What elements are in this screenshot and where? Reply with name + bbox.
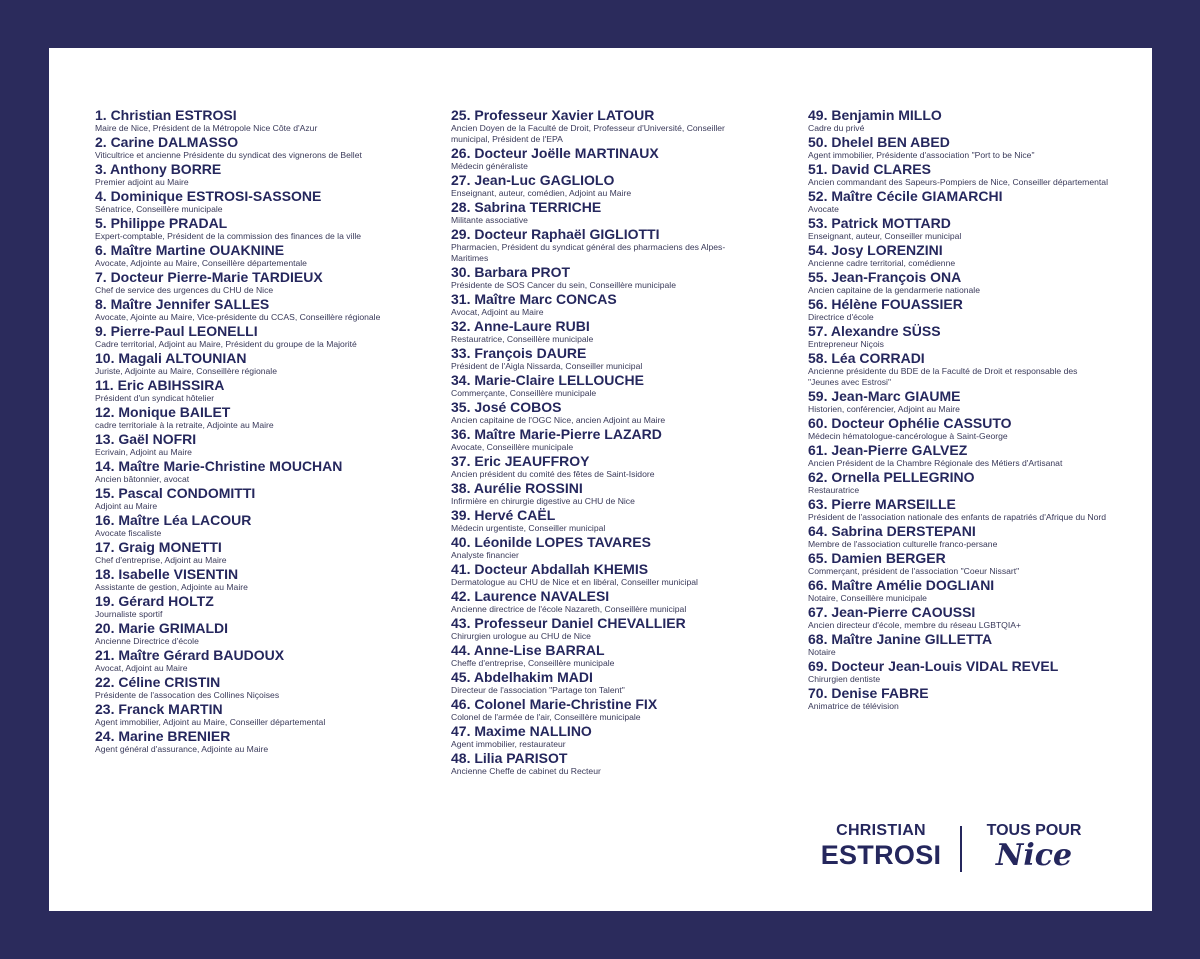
candidate-entry: [808, 577, 1108, 604]
candidate-entry: [95, 404, 395, 431]
candidate-description: Ancien capitaine de la gendarmerie nationale: [808, 285, 980, 295]
candidate-description: Ancien Doyen de la Faculté de Droit, Professeur d'Université, Conseiller municipal, Président de l'EPA: [451, 123, 725, 144]
candidate-name: 66. Maître Amélie DOGLIANI: [808, 577, 995, 593]
candidate-name: 4. Dominique ESTROSI-SASSONE: [95, 188, 322, 204]
candidate-entry: [808, 296, 1108, 323]
candidate-description: cadre territoriale à la retraite, Adjointe au Maire: [95, 420, 274, 430]
candidate-description: Journaliste sportif: [95, 609, 163, 619]
candidate-name: 6. Maître Martine OUAKNINE: [95, 242, 285, 258]
candidate-name: 68. Maître Janine GILLETTA: [808, 631, 993, 647]
candidate-name: 26. Docteur Joëlle MARTINAUX: [451, 145, 659, 161]
candidate-description: Présidente de l'assocation des Collines Niçoises: [95, 690, 280, 700]
candidate-name: 11. Eric ABIHSSIRA: [95, 377, 225, 393]
logo-slogan-top: TOUS POUR: [986, 822, 1082, 839]
candidate-description: Agent immobilier, restaurateur: [451, 739, 566, 749]
candidate-description: Médecin généraliste: [451, 161, 528, 171]
candidate-description: Président d'un syndicat hôtelier: [95, 393, 215, 403]
candidate-name: 5. Philippe PRADAL: [95, 215, 228, 231]
candidate-name: 56. Hélène FOUASSIER: [808, 296, 963, 312]
candidate-name: 70. Denise FABRE: [808, 685, 929, 701]
candidate-name: 44. Anne-Lise BARRAL: [451, 642, 605, 658]
candidate-entry: [451, 480, 751, 507]
candidate-description: Avocate fiscaliste: [95, 528, 162, 538]
logo-candidate-name: [816, 822, 946, 870]
candidate-entry: [808, 523, 1108, 550]
candidate-entry: [95, 647, 395, 674]
campaign-logo: [816, 822, 1096, 882]
candidate-description: Ancien bâtonnier, avocat: [95, 474, 190, 484]
candidate-description: Infirmière en chirurgie digestive au CHU de Nice: [451, 496, 635, 506]
candidate-name: 62. Ornella PELLEGRINO: [808, 469, 975, 485]
candidate-name: 25. Professeur Xavier LATOUR: [451, 107, 655, 123]
candidate-name: 19. Gérard HOLTZ: [95, 593, 214, 609]
candidate-name: 59. Jean-Marc GIAUME: [808, 388, 961, 404]
candidate-entry: [808, 350, 1108, 388]
candidate-description: Agent immobilier, Adjoint au Maire, Conseiller départemental: [95, 717, 326, 727]
candidate-description: Juriste, Adjointe au Maire, Conseillère régionale: [95, 366, 277, 376]
candidate-entry: [95, 566, 395, 593]
candidate-name: 30. Barbara PROT: [451, 264, 571, 280]
candidate-entry: [451, 345, 751, 372]
candidate-name: 23. Franck MARTIN: [95, 701, 223, 717]
logo-last-name: ESTROSI: [820, 840, 942, 870]
candidate-name: 18. Isabelle VISENTIN: [95, 566, 239, 582]
candidate-name: 17. Graig MONETTI: [95, 539, 222, 555]
candidate-entry: [95, 593, 395, 620]
candidate-name: 1. Christian ESTROSI: [95, 107, 237, 123]
candidate-name: 48. Lilia PARISOT: [451, 750, 568, 766]
candidate-entry: [451, 318, 751, 345]
candidate-description: Enseignant, auteur, Conseiller municipal: [808, 231, 962, 241]
candidate-description: Avocate, Adjointe au Maire, Conseillère départementale: [95, 258, 307, 268]
candidate-entry: [451, 588, 751, 615]
candidate-description: Avocate, Conseillère municipale: [451, 442, 574, 452]
candidate-description: Ancien commandant des Sapeurs-Pompiers de Nice, Conseiller départemental: [808, 177, 1108, 187]
candidate-name: 50. Dhelel BEN ABED: [808, 134, 950, 150]
candidate-description: Avocate, Ajointe au Maire, Vice-présidente du CCAS, Conseillère régionale: [95, 312, 381, 322]
candidate-description: Cadre territorial, Adjoint au Maire, Président du groupe de la Majorité: [95, 339, 357, 349]
candidate-name: 21. Maître Gérard BAUDOUX: [95, 647, 285, 663]
candidate-description: Assistante de gestion, Adjointe au Maire: [95, 582, 248, 592]
candidate-entry: [808, 658, 1108, 685]
candidate-entry: [808, 323, 1108, 350]
candidate-description: Chef de service des urgences du CHU de Nice: [95, 285, 274, 295]
candidate-name: 22. Céline CRISTIN: [95, 674, 221, 690]
candidate-description: Enseignant, auteur, comédien, Adjoint au Maire: [451, 188, 632, 198]
candidate-description: Pharmacien, Président du syndicat général des pharmaciens des Alpes-Maritimes: [451, 242, 726, 263]
candidate-description: Ancien capitaine de l'OGC Nice, ancien Adjoint au Maire: [451, 415, 666, 425]
candidate-name: 38. Aurélie ROSSINI: [451, 480, 583, 496]
candidate-name: 20. Marie GRIMALDI: [95, 620, 229, 636]
candidate-name: 32. Anne-Laure RUBI: [451, 318, 590, 334]
candidate-name: 40. Léonilde LOPES TAVARES: [451, 534, 651, 550]
candidate-entry: [451, 669, 751, 696]
candidate-name: 28. Sabrina TERRICHE: [451, 199, 602, 215]
candidate-entry: [451, 426, 751, 453]
candidate-description: Ancienne Cheffe de cabinet du Recteur: [451, 766, 601, 776]
candidate-description: Dermatologue au CHU de Nice et en libéral, Conseiller municipal: [451, 577, 698, 587]
candidate-entry: [95, 431, 395, 458]
candidate-entry: [808, 469, 1108, 496]
candidate-name: 57. Alexandre SÜSS: [808, 323, 941, 339]
candidate-description: Médecin urgentiste, Conseiller municipal: [451, 523, 606, 533]
candidate-name: 13. Gaël NOFRI: [95, 431, 197, 447]
candidate-entry: [451, 399, 751, 426]
candidate-name: 33. François DAURE: [451, 345, 587, 361]
candidate-description: Président de l'Aigla Nissarda, Conseiller municipal: [451, 361, 643, 371]
candidate-description: Colonel de l'armée de l'air, Conseillère municipale: [451, 712, 641, 722]
candidate-name: 3. Anthony BORRE: [95, 161, 222, 177]
candidate-name: 49. Benjamin MILLO: [808, 107, 942, 123]
candidate-entry: [95, 107, 395, 134]
candidate-name: 29. Docteur Raphaël GIGLIOTTI: [451, 226, 660, 242]
candidate-description: Restauratrice: [808, 485, 860, 495]
candidate-name: 10. Magali ALTOUNIAN: [95, 350, 247, 366]
candidate-name: 67. Jean-Pierre CAOUSSI: [808, 604, 976, 620]
candidate-description: Présidente de SOS Cancer du sein, Conseillère municipale: [451, 280, 676, 290]
candidate-description: Notaire, Conseillère municipale: [808, 593, 927, 603]
candidate-name: 2. Carine DALMASSO: [95, 134, 239, 150]
candidate-description: Directrice d'école: [808, 312, 874, 322]
candidate-entry: [808, 550, 1108, 577]
candidate-description: Cheffe d'entreprise, Conseillère municipale: [451, 658, 615, 668]
candidate-entry: [451, 291, 751, 318]
candidate-entry: [808, 215, 1108, 242]
candidate-description: Restauratrice, Conseillère municipale: [451, 334, 594, 344]
candidate-description: Chirurgien dentiste: [808, 674, 881, 684]
candidate-entry: [95, 350, 395, 377]
candidate-entry: [95, 242, 395, 269]
candidate-entry: [95, 161, 395, 188]
candidate-entry: [451, 453, 751, 480]
candidate-entry: [95, 512, 395, 539]
candidate-entry: [451, 507, 751, 534]
candidate-name: 58. Léa CORRADI: [808, 350, 925, 366]
candidate-description: Chirurgien urologue au CHU de Nice: [451, 631, 591, 641]
candidate-description: Agent immobilier, Présidente d'association "Port to be Nice": [808, 150, 1035, 160]
candidate-description: Ancienne présidente du BDE de la Faculté de Droit et responsable des "Jeunes avec Estrosi": [808, 366, 1078, 387]
candidate-entry: [451, 615, 751, 642]
candidate-entry: [808, 685, 1108, 712]
candidate-entry: [95, 323, 395, 350]
column-2: [451, 107, 751, 777]
candidate-entry: [451, 561, 751, 588]
candidate-description: Ancienne cadre territorial, comédienne: [808, 258, 956, 268]
candidate-name: 34. Marie-Claire LELLOUCHE: [451, 372, 644, 388]
candidate-name: 16. Maître Léa LACOUR: [95, 512, 252, 528]
candidate-name: 43. Professeur Daniel CHEVALLIER: [451, 615, 686, 631]
candidate-name: 7. Docteur Pierre-Marie TARDIEUX: [95, 269, 323, 285]
candidate-description: Directeur de l'association "Partage ton Talent": [451, 685, 625, 695]
candidate-description: Militante associative: [451, 215, 528, 225]
candidate-entry: [808, 415, 1108, 442]
candidate-entry: [95, 458, 395, 485]
candidate-entry: [808, 496, 1108, 523]
candidate-description: Notaire: [808, 647, 836, 657]
logo-slogan-nice: Nice: [995, 838, 1073, 873]
candidate-description: Sénatrice, Conseillère municipale: [95, 204, 223, 214]
candidate-description: Premier adjoint au Maire: [95, 177, 189, 187]
candidate-entry: [451, 534, 751, 561]
candidate-description: Ancien directeur d'école, membre du réseau LGBTQIA+: [808, 620, 1022, 630]
candidate-description: Ecrivain, Adjoint au Maire: [95, 447, 192, 457]
candidate-name: 42. Laurence NAVALESI: [451, 588, 610, 604]
candidate-description: Avocat, Adjoint au Maire: [95, 663, 188, 673]
candidate-entry: [808, 269, 1108, 296]
column-3: [808, 107, 1108, 712]
candidate-entry: [451, 372, 751, 399]
candidate-entry: [808, 161, 1108, 188]
candidate-description: Expert-comptable, Président de la commission des finances de la ville: [95, 231, 362, 241]
candidate-name: 54. Josy LORENZINI: [808, 242, 943, 258]
candidate-entry: [808, 631, 1108, 658]
candidate-description: Historien, conférencier, Adjoint au Maire: [808, 404, 960, 414]
candidate-name: 31. Maître Marc CONCAS: [451, 291, 617, 307]
candidate-description: Commerçant, président de l'association "Coeur Nissart": [808, 566, 1020, 576]
candidate-name: 63. Pierre MARSEILLE: [808, 496, 956, 512]
candidate-name: 36. Maître Marie-Pierre LAZARD: [451, 426, 662, 442]
candidate-description: Ancien président du comité des fêtes de Saint-Isidore: [451, 469, 655, 479]
candidate-description: Maire de Nice, Président de la Métropole Nice Côte d'Azur: [95, 123, 318, 133]
candidate-description: Avocat, Adjoint au Maire: [451, 307, 544, 317]
candidate-entry: [95, 674, 395, 701]
candidate-description: Adjoint au Maire: [95, 501, 158, 511]
candidate-entry: [451, 750, 751, 777]
candidate-list-sheet: [49, 48, 1152, 911]
candidate-entry: [808, 242, 1108, 269]
candidate-entry: [95, 269, 395, 296]
candidate-description: Animatrice de télévision: [808, 701, 899, 711]
candidate-description: Médecin hématologue-cancérologue à Saint-George: [808, 431, 1008, 441]
candidate-name: 37. Eric JEAUFFROY: [451, 453, 590, 469]
candidate-entry: [95, 620, 395, 647]
candidate-name: 61. Jean-Pierre GALVEZ: [808, 442, 968, 458]
candidate-description: Agent général d'assurance, Adjointe au Maire: [95, 744, 269, 754]
candidate-description: Avocate: [808, 204, 839, 214]
candidate-entry: [808, 442, 1108, 469]
candidate-entry: [451, 642, 751, 669]
candidate-name: 55. Jean-François ONA: [808, 269, 962, 285]
candidate-entry: [808, 388, 1108, 415]
candidate-entry: [808, 604, 1108, 631]
candidate-description: Viticultrice et ancienne Présidente du syndicat des vignerons de Bellet: [95, 150, 362, 160]
candidate-description: Chef d'entreprise, Adjoint au Maire: [95, 555, 227, 565]
candidate-name: 24. Marine BRENIER: [95, 728, 231, 744]
candidate-description: Commerçante, Conseillère municipale: [451, 388, 597, 398]
candidate-name: 41. Docteur Abdallah KHEMIS: [451, 561, 649, 577]
candidate-description: Cadre du privé: [808, 123, 865, 133]
candidate-entry: [95, 485, 395, 512]
candidate-entry: [451, 145, 751, 172]
candidate-name: 35. José COBOS: [451, 399, 562, 415]
candidate-name: 15. Pascal CONDOMITTI: [95, 485, 256, 501]
candidate-name: 45. Abdelhakim MADI: [451, 669, 593, 685]
candidate-entry: [95, 188, 395, 215]
candidate-entry: [808, 107, 1108, 134]
candidate-description: Entrepreneur Niçois: [808, 339, 884, 349]
candidate-name: 51. David CLARES: [808, 161, 931, 177]
candidate-description: Analyste financier: [451, 550, 519, 560]
candidate-name: 46. Colonel Marie-Christine FIX: [451, 696, 658, 712]
candidate-entry: [451, 172, 751, 199]
candidate-name: 64. Sabrina DERSTEPANI: [808, 523, 976, 539]
candidate-entry: [95, 539, 395, 566]
candidate-entry: [808, 134, 1108, 161]
candidate-name: 65. Damien BERGER: [808, 550, 946, 566]
candidate-name: 12. Monique BAILET: [95, 404, 231, 420]
candidate-name: 9. Pierre-Paul LEONELLI: [95, 323, 258, 339]
logo-first-name: CHRISTIAN: [836, 822, 926, 839]
candidate-entry: [808, 188, 1108, 215]
candidate-description: Membre de l'association culturelle franco-persane: [808, 539, 998, 549]
candidate-entry: [95, 134, 395, 161]
candidate-name: 53. Patrick MOTTARD: [808, 215, 951, 231]
candidate-entry: [95, 701, 395, 728]
candidate-name: 27. Jean-Luc GAGLIOLO: [451, 172, 615, 188]
logo-divider: [960, 826, 962, 872]
candidate-name: 8. Maître Jennifer SALLES: [95, 296, 270, 312]
candidate-name: 69. Docteur Jean-Louis VIDAL REVEL: [808, 658, 1059, 674]
candidate-name: 39. Hervé CAËL: [451, 507, 556, 523]
candidate-name: 14. Maître Marie-Christine MOUCHAN: [95, 458, 343, 474]
candidate-entry: [451, 264, 751, 291]
candidate-description: Ancienne directrice de l'école Nazareth, Conseillère municipal: [451, 604, 687, 614]
candidate-entry: [95, 377, 395, 404]
candidate-entry: [451, 199, 751, 226]
candidate-entry: [95, 215, 395, 242]
candidate-name: 47. Maxime NALLINO: [451, 723, 592, 739]
candidate-name: 60. Docteur Ophélie CASSUTO: [808, 415, 1012, 431]
candidate-entry: [451, 226, 751, 264]
candidate-entry: [451, 107, 751, 145]
candidate-entry: [95, 296, 395, 323]
candidate-description: Ancien Président de la Chambre Régionale des Métiers d'Artisanat: [808, 458, 1063, 468]
candidate-description: Président de l'association nationale des enfants de rapatriés d'Afrique du Nord: [808, 512, 1107, 522]
candidate-entry: [95, 728, 395, 755]
column-1: [95, 107, 395, 755]
candidate-entry: [451, 723, 751, 750]
candidate-description: Ancienne Directrice d'école: [95, 636, 199, 646]
candidate-name: 52. Maître Cécile GIAMARCHI: [808, 188, 1003, 204]
candidate-entry: [451, 696, 751, 723]
logo-slogan: [974, 822, 1094, 872]
